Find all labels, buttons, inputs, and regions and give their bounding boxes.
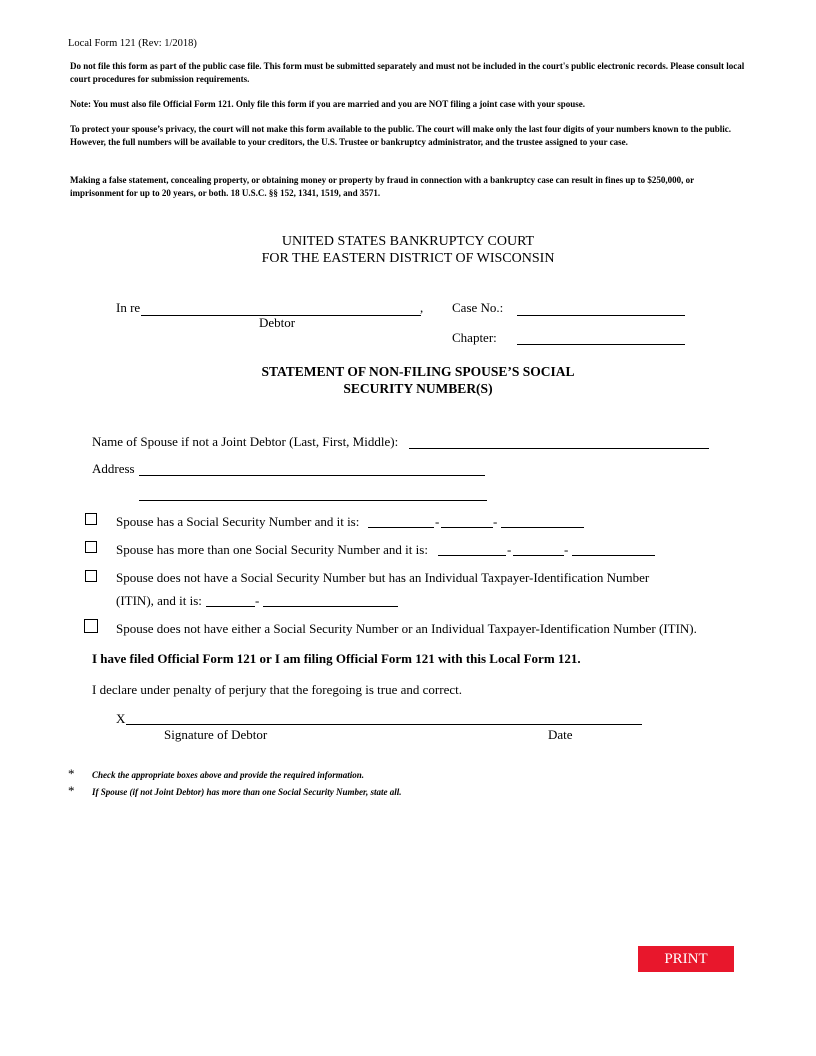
address-label: Address	[92, 461, 135, 476]
filed-statement: I have filed Official Form 121 or I am filing Official Form 121 with this Local Form 121.	[92, 651, 581, 666]
form-title-line2: SECURITY NUMBER(S)	[343, 381, 493, 396]
no-number-checkbox[interactable]	[84, 619, 98, 633]
notice-false-statement: Making a false statement, concealing property, or obtaining money or property by fraud in connection with a bankruptcy case can result in fines up to $250,000, or imprisonment for up to 20 years, or both. 18 U.S.C. §§ 152, 1341, 1519, and 3571.	[70, 175, 695, 198]
ssn-single-part2[interactable]	[441, 527, 493, 528]
ssn-multiple-part1[interactable]	[438, 555, 506, 556]
date-label: Date	[548, 727, 573, 742]
perjury-statement: I declare under penalty of perjury that the foregoing is true and correct.	[92, 682, 462, 697]
chapter-label: Chapter:	[452, 330, 497, 345]
ssn-single-part3[interactable]	[501, 527, 584, 528]
form-revision: Local Form 121 (Rev: 1/2018)	[68, 38, 197, 49]
ssn-single-label: Spouse has a Social Security Number and it is:	[116, 514, 360, 529]
case-number-input[interactable]	[517, 300, 685, 316]
itin-part2[interactable]	[263, 606, 398, 607]
signature-x-mark: X	[116, 711, 126, 726]
ssn-multiple-part3[interactable]	[572, 555, 655, 556]
notice-privacy: To protect your spouse’s privacy, the court will not make this form available to the public. The court will make only the last four digits of your numbers known to the public. However, the full numbers will be available to your creditors, the U.S. Trustee or bankruptcy administrator, and the trustee assigned to your case.	[70, 124, 732, 147]
notice-public-file: Do not file this form as part of the public case file. This form must be submitted separately and must not be included in the court's public electronic records. Please consult local court procedures for submission requirements.	[70, 61, 745, 84]
ssn-multiple-part2[interactable]	[513, 555, 564, 556]
itin-part1[interactable]	[206, 606, 255, 607]
form-title-line1: STATEMENT OF NON-FILING SPOUSE’S SOCIAL	[261, 364, 575, 379]
itin-dash: -	[255, 593, 260, 608]
ssn-multiple-label: Spouse has more than one Social Security Number and it is:	[116, 542, 428, 557]
itin-label-line1: Spouse does not have a Social Security Number but has an Individual Taxpayer-Identification Number	[116, 570, 650, 585]
in-re-label: In re	[116, 300, 141, 315]
ssn-single-part1[interactable]	[368, 527, 434, 528]
footnote-1: Check the appropriate boxes above and provide the required information.	[92, 770, 364, 780]
address-line1-input[interactable]	[139, 460, 485, 476]
signature-line[interactable]	[126, 724, 642, 725]
spouse-name-input[interactable]	[409, 433, 709, 449]
address-line2-input[interactable]	[139, 485, 487, 501]
itin-checkbox[interactable]	[85, 570, 97, 582]
caption-comma: ,	[420, 300, 424, 315]
debtor-name-input[interactable]	[141, 300, 424, 316]
ssn-single-dash1: -	[435, 514, 440, 529]
notice-official-form: Note: You must also file Official Form 121. Only file this form if you are married and you are NOT filing a joint case with your spouse.	[70, 99, 585, 109]
case-no-label: Case No.:	[452, 300, 504, 315]
no-number-label: Spouse does not have either a Social Security Number or an Individual Taxpayer-Identification Number (ITIN).	[116, 621, 697, 636]
print-button[interactable]: PRINT	[638, 946, 734, 972]
footnote-2: If Spouse (if not Joint Debtor) has more than one Social Security Number, state all.	[92, 787, 402, 797]
signature-label: Signature of Debtor	[164, 727, 268, 742]
footnote-star-2: *	[68, 783, 75, 798]
ssn-multiple-dash2: -	[564, 542, 569, 557]
itin-label-line2: (ITIN), and it is:	[116, 593, 202, 608]
ssn-multiple-checkbox[interactable]	[85, 541, 97, 553]
ssn-single-checkbox[interactable]	[85, 513, 97, 525]
court-name: UNITED STATES BANKRUPTCY COURT	[281, 234, 535, 249]
court-district: FOR THE EASTERN DISTRICT OF WISCONSIN	[261, 251, 555, 266]
footnote-star-1: *	[68, 766, 75, 781]
ssn-multiple-dash1: -	[507, 542, 512, 557]
chapter-input[interactable]	[517, 329, 685, 345]
ssn-single-dash2: -	[493, 514, 498, 529]
spouse-name-label: Name of Spouse if not a Joint Debtor (Last, First, Middle):	[92, 434, 399, 449]
debtor-label: Debtor	[259, 315, 296, 330]
